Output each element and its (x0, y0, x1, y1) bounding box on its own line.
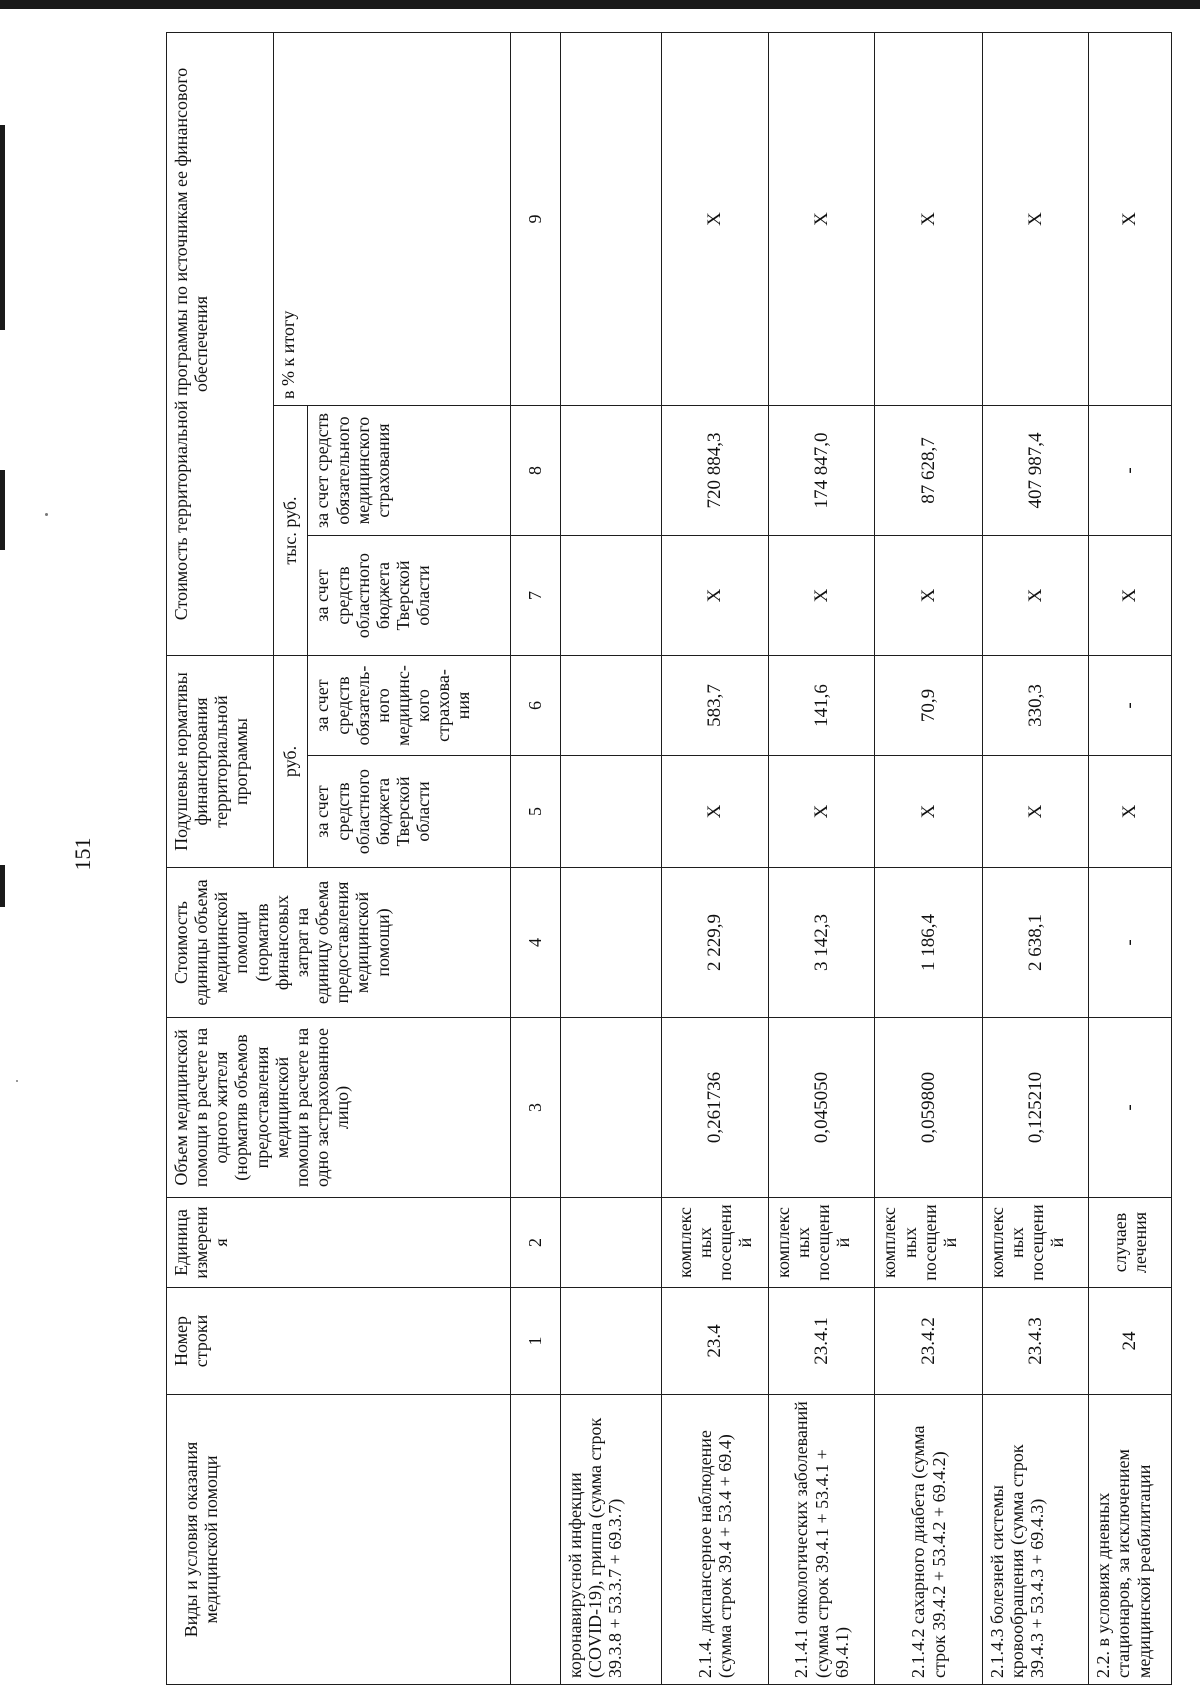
row-percent: Х (982, 32, 1089, 405)
header-per-capita-oms: за счет средств обязатель-ного медицинс-кого страхова-ния (308, 656, 511, 756)
column-number: 1 (510, 1288, 560, 1395)
row-number (560, 1288, 661, 1395)
row-volume: 0,125210 (982, 1018, 1089, 1198)
row-per-capita-budget: Х (982, 756, 1089, 868)
row-per-capita-budget: Х (1089, 756, 1172, 868)
column-number: 7 (510, 536, 560, 656)
row-number: 23.4.3 (982, 1288, 1089, 1395)
row-kind: 2.1.4.2 сахарного диабета (сумма строк 39.4.2 + 53.4.2 + 69.4.2) (875, 1395, 982, 1685)
row-unit: комплексных посещений (875, 1198, 982, 1288)
table-row (662, 32, 769, 1684)
row-cost-oms: 174 847,0 (768, 406, 875, 536)
row-kind: коронавирусной инфекции (COVID-19), гриппа (сумма строк 39.3.8 + 53.3.7 + 69.3.7) (560, 1395, 661, 1685)
scan-speck (45, 513, 48, 516)
row-per-capita-budget: Х (768, 756, 875, 868)
table-row (982, 32, 1089, 1684)
row-per-capita-oms: 70,9 (875, 656, 982, 756)
row-per-capita-budget (560, 756, 661, 868)
row-number: 23.4 (662, 1288, 769, 1395)
row-per-capita-budget: Х (875, 756, 982, 868)
column-number: 5 (510, 756, 560, 868)
left-edge-mark (0, 865, 5, 907)
row-volume: 0,045050 (768, 1018, 875, 1198)
column-number (510, 1395, 560, 1685)
row-unit (560, 1198, 661, 1288)
left-edge-mark (0, 125, 5, 330)
row-volume: 0,059800 (875, 1018, 982, 1198)
row-cost-oms (560, 406, 661, 536)
row-volume: - (1089, 1018, 1172, 1198)
header-volume: Объем медицинской помощи в расчете на одного жителя (норматив объемов предоставления медицинской помощи в расчете на одно застрахованное лицо) (167, 1018, 511, 1198)
row-volume (560, 1018, 661, 1198)
header-unit: Единица измерения (167, 1198, 511, 1288)
table-row (875, 32, 982, 1684)
row-percent: Х (662, 32, 769, 405)
table-row (560, 32, 661, 1684)
row-unit-cost: 3 142,3 (768, 868, 875, 1018)
row-unit: комплексных посещений (662, 1198, 769, 1288)
row-kind: 2.2. в условиях дневных стационаров, за исключением медицинской реабилитации (1089, 1395, 1172, 1685)
row-unit-cost (560, 868, 661, 1018)
header-cost-oms: за счет средств обязательного медицинского страхования (308, 406, 511, 536)
row-kind: 2.1.4.3 болезней системы кровообращения (сумма строк 39.4.3 + 53.4.3 + 69.4.3) (982, 1395, 1089, 1685)
top-scan-border (0, 0, 1200, 9)
row-per-capita-oms: 330,3 (982, 656, 1089, 756)
row-cost-oms: 87 628,7 (875, 406, 982, 536)
row-unit-cost: 2 638,1 (982, 868, 1089, 1018)
page-number: 151 (70, 837, 95, 871)
rotated-table-container (166, 33, 1172, 1685)
row-number: 24 (1089, 1288, 1172, 1395)
row-cost-budget: Х (1089, 536, 1172, 656)
header-cost-sources-group: Стоимость территориальной программы по источникам ее финансового обеспечения (167, 32, 274, 655)
column-number: 4 (510, 868, 560, 1018)
row-unit-cost: 2 229,9 (662, 868, 769, 1018)
row-unit-cost: - (1089, 868, 1172, 1018)
row-cost-oms: 407 987,4 (982, 406, 1089, 536)
column-number: 2 (510, 1198, 560, 1288)
row-unit: комплексных посещений (768, 1198, 875, 1288)
row-number: 23.4.1 (768, 1288, 875, 1395)
header-row-number: Номер строки (167, 1288, 511, 1395)
header-unit-cost: Стоимость единицы объема медицинской помощи (норматив финансовых затрат на единицу объема предоставления медицинской помощи) (167, 868, 511, 1018)
header-cost-budget: за счет средств областного бюджета Тверской области (308, 536, 511, 656)
row-unit: случаев лечения (1089, 1198, 1172, 1288)
row-cost-budget: Х (768, 536, 875, 656)
scan-speck (16, 1080, 18, 1082)
row-per-capita-oms: 141,6 (768, 656, 875, 756)
row-kind: 2.1.4.1 онкологических заболеваний (сумма строк 39.4.1 + 53.4.1 + 69.4.1) (768, 1395, 875, 1685)
row-percent (560, 32, 661, 405)
column-number: 6 (510, 656, 560, 756)
column-number: 3 (510, 1018, 560, 1198)
header-per-capita-group: Подушевые нормативы финансирования территориальной программы (167, 656, 274, 868)
row-cost-oms: - (1089, 406, 1172, 536)
row-cost-budget: Х (982, 536, 1089, 656)
row-percent: Х (1089, 32, 1172, 405)
row-per-capita-oms: 583,7 (662, 656, 769, 756)
row-percent: Х (768, 32, 875, 405)
header-percent: в % к итогу (273, 32, 510, 405)
column-number: 9 (510, 32, 560, 405)
row-cost-oms: 720 884,3 (662, 406, 769, 536)
row-cost-budget: Х (875, 536, 982, 656)
table-row (1089, 32, 1172, 1684)
row-per-capita-oms (560, 656, 661, 756)
row-unit: комплексных посещений (982, 1198, 1089, 1288)
row-per-capita-budget: Х (662, 756, 769, 868)
header-thousand-rub: тыс. руб. (273, 406, 308, 656)
header-per-capita-budget: за счет средств областного бюджета Тверской области (308, 756, 511, 868)
row-number: 23.4.2 (875, 1288, 982, 1395)
header-rub: руб. (273, 656, 308, 868)
row-cost-budget: Х (662, 536, 769, 656)
row-kind: 2.1.4. диспансерное наблюдение (сумма строк 39.4 + 53.4 + 69.4) (662, 1395, 769, 1685)
left-edge-mark (0, 470, 5, 550)
header-kind: Виды и условия оказания медицинской помощи (167, 1395, 511, 1685)
row-per-capita-oms: - (1089, 656, 1172, 756)
column-number: 8 (510, 406, 560, 536)
financing-table (166, 32, 1172, 1685)
table-row (768, 32, 875, 1684)
row-percent: Х (875, 32, 982, 405)
row-cost-budget (560, 536, 661, 656)
row-volume: 0,261736 (662, 1018, 769, 1198)
row-unit-cost: 1 186,4 (875, 868, 982, 1018)
